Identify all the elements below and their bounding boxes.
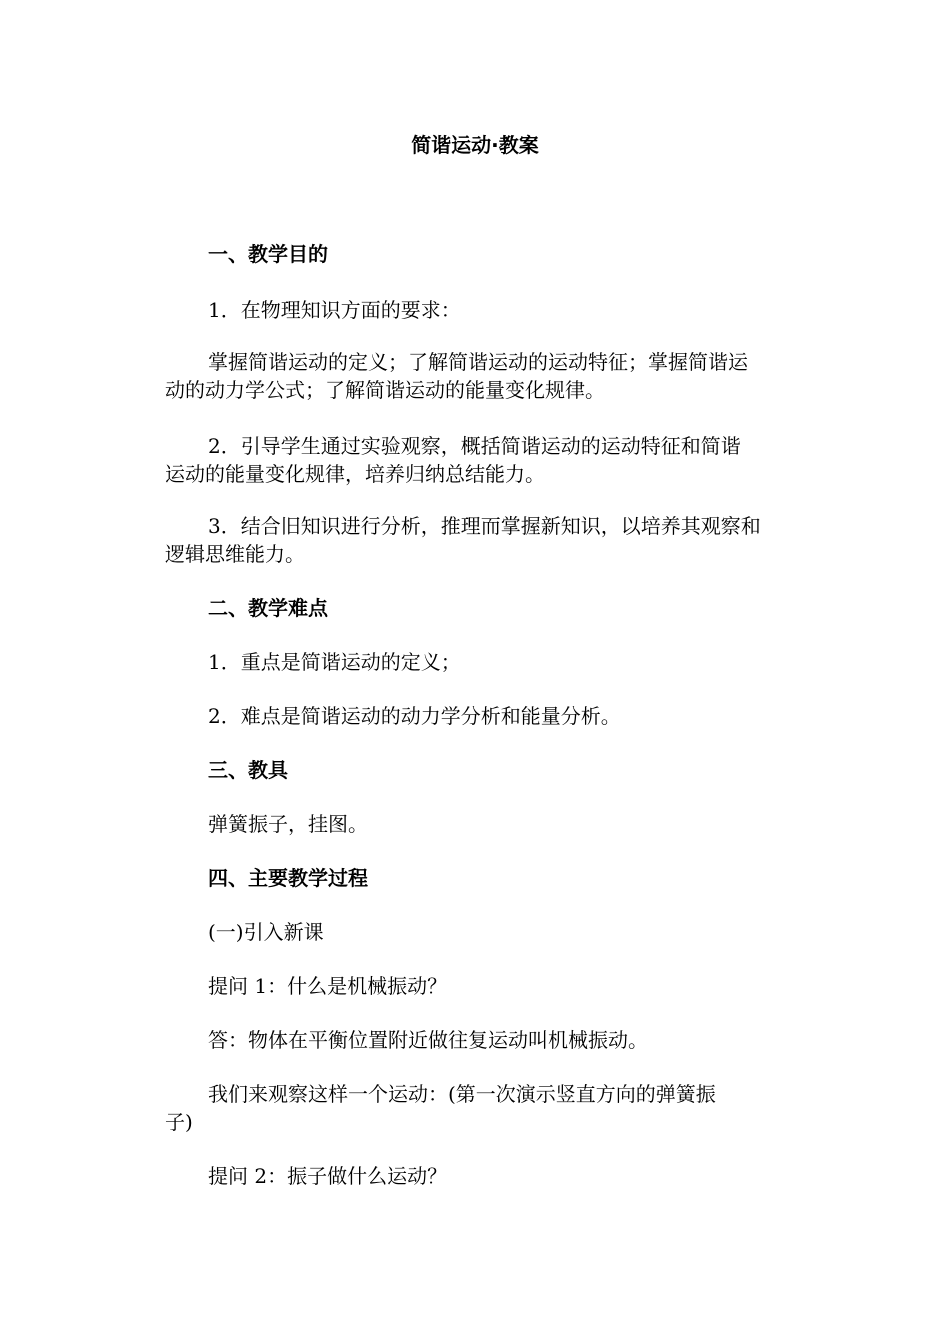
document-title: 简谐运动·教案 [411,133,539,157]
objective-item-3-line-2: 逻辑思维能力。 [165,542,305,566]
process-demo-line-1: 我们来观察这样一个运动：(第一次演示竖直方向的弹簧振 [208,1082,716,1106]
process-demo-line-2: 子) [165,1110,193,1134]
teaching-aids-text: 弹簧振子，挂图。 [208,812,368,836]
difficulty-item-1: 1．重点是简谐运动的定义； [208,650,461,674]
objective-item-3-line-1: 3．结合旧知识进行分析，推理而掌握新知识，以培养其观察和 [208,514,761,538]
objective-paragraph-line-1: 掌握简谐运动的定义；了解简谐运动的运动特征；掌握简谐运 [208,350,748,374]
section-heading-process: 四、主要教学过程 [208,866,368,890]
objective-item-2-line-2: 运动的能量变化规律，培养归纳总结能力。 [165,462,545,486]
process-answer-1: 答：物体在平衡位置附近做往复运动叫机械振动。 [208,1028,648,1052]
section-heading-objectives: 一、教学目的 [208,242,328,266]
objective-item-1: 1．在物理知识方面的要求： [208,298,461,322]
objective-paragraph-line-2: 动的动力学公式；了解简谐运动的能量变化规律。 [165,378,605,402]
process-subheading-intro: (一)引入新课 [208,920,324,944]
section-heading-teaching-aids: 三、教具 [208,758,288,782]
process-question-1: 提问 1：什么是机械振动？ [208,974,448,998]
difficulty-item-2: 2．难点是简谐运动的动力学分析和能量分析。 [208,704,621,728]
process-question-2: 提问 2：振子做什么运动？ [208,1164,448,1188]
section-heading-difficulties: 二、教学难点 [208,596,328,620]
objective-item-2-line-1: 2．引导学生通过实验观察，概括简谐运动的运动特征和简谐 [208,434,741,458]
